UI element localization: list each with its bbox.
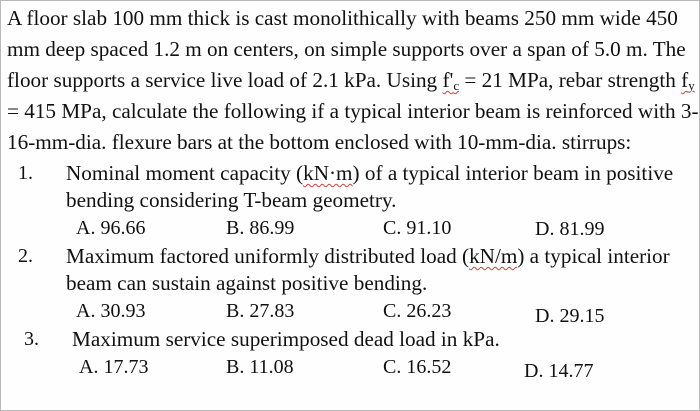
problem-line-4: = 415 MPa, calculate the following if a typical interior beam is reinforced with 3-: [7, 99, 699, 123]
question-3-choice-d: D. 14.77: [524, 360, 594, 382]
question-2-text-line-1: Maximum factored uniformly distributed load (kN/m) a typical interior: [66, 244, 670, 268]
question-1-text-line-1: Nominal moment capacity (kN·m) of a typical interior beam in positive: [66, 161, 674, 185]
question-2-choice-b: B. 27.83: [226, 300, 295, 322]
question-2-unit: kN/m: [469, 244, 518, 268]
problem-line-3-start: floor supports a service live load of 2.1 kPa. Using: [7, 68, 443, 92]
question-3-choice-a: A. 17.73: [79, 356, 149, 378]
question-1-choice-c: C. 91.10: [383, 217, 452, 239]
question-1-unit: kN·m: [303, 161, 353, 185]
question-2-choice-d: D. 29.15: [535, 305, 605, 327]
problem-line-2: mm deep spaced 1.2 m on centers, on simple supports over a span of 5.0 m. The: [7, 37, 686, 61]
question-2-choice-c: C. 26.23: [383, 300, 452, 322]
problem-line-1: A floor slab 100 mm thick is cast monolithically with beams 250 mm wide 450: [7, 6, 678, 30]
question-3-choice-c: C. 16.52: [383, 356, 452, 378]
concrete-strength-symbol: $f'_c$: [442, 68, 460, 93]
problem-line-5: 16-mm-dia. flexure bars at the bottom enclosed with 10-mm-dia. stirrups:: [7, 130, 632, 154]
problem-line-3-mid: = 21 MPa, rebar strength: [459, 68, 682, 92]
question-1-choice-a: A. 96.66: [76, 217, 146, 239]
question-3-text-line-1: Maximum service superimposed dead load in kPa.: [72, 327, 500, 351]
question-1-choice-d: D. 81.99: [535, 218, 605, 240]
question-1-text-line-2: bending considering T-beam geometry.: [66, 188, 397, 212]
problem-line-3: [7, 67, 695, 93]
question-1-number: 1.: [18, 162, 33, 184]
question-3-choice-b: B. 11.08: [226, 356, 294, 378]
question-2-text-line-2: beam can sustain against positive bending.: [66, 271, 428, 295]
question-2-number: 2.: [18, 245, 33, 267]
question-1-choice-b: B. 86.99: [226, 217, 295, 239]
question-2-choice-a: A. 30.93: [76, 300, 146, 322]
rebar-strength-symbol: $f_y$: [681, 68, 695, 93]
question-3-number: 3.: [24, 328, 39, 350]
